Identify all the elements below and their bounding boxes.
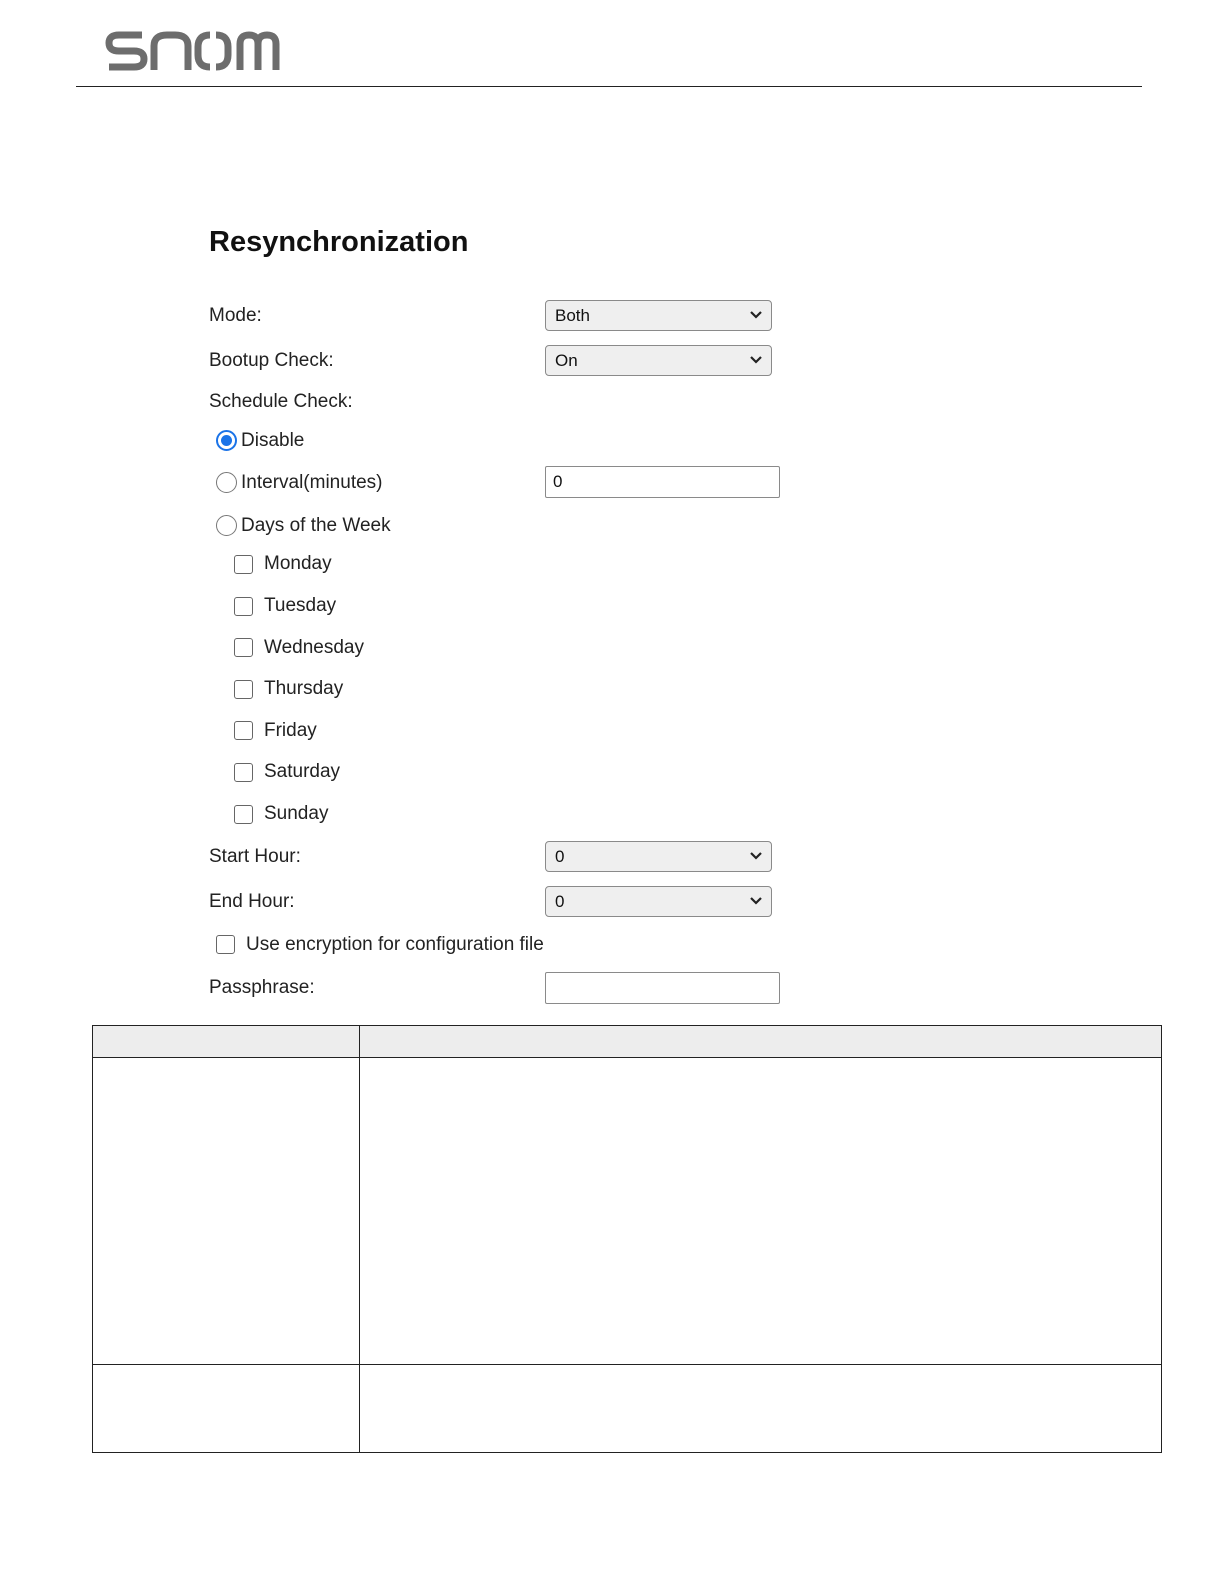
start-hour-select[interactable] [545,841,772,872]
interval-radio-label: Interval(minutes) [241,472,383,493]
table-cell [360,1058,1162,1365]
days-of-week-radio-label: Days of the Week [241,515,391,536]
days-of-week-radio[interactable] [216,515,237,536]
end-hour-label: End Hour: [209,891,295,912]
disable-radio[interactable] [216,430,237,451]
table-cell [93,1058,360,1365]
mode-label: Mode: [209,305,262,326]
description-table [92,1025,1162,1453]
disable-radio-label: Disable [241,430,305,451]
table-header-row [93,1026,1162,1058]
start-hour-label: Start Hour: [209,846,301,867]
mode-select[interactable] [545,300,772,331]
monday-label: Monday [264,553,332,574]
end-hour-select-value: 0 [555,892,565,911]
chevron-down-icon [749,310,763,320]
header-divider [76,86,1142,87]
tuesday-checkbox[interactable] [234,597,253,616]
monday-checkbox[interactable] [234,555,253,574]
wednesday-checkbox[interactable] [234,638,253,657]
chevron-down-icon [749,851,763,861]
thursday-label: Thursday [264,678,344,699]
chevron-down-icon [749,355,763,365]
friday-label: Friday [264,720,317,741]
bootup-check-select-value: On [555,351,578,370]
end-hour-select[interactable] [545,886,772,917]
table-row [93,1365,1162,1453]
mode-select-value: Both [555,306,590,325]
saturday-checkbox[interactable] [234,763,253,782]
friday-checkbox[interactable] [234,721,253,740]
table-cell [93,1365,360,1453]
table-cell [360,1365,1162,1453]
bootup-check-label: Bootup Check: [209,350,334,371]
bootup-check-select[interactable] [545,345,772,376]
interval-radio[interactable] [216,472,237,493]
sunday-label: Sunday [264,803,329,824]
snom-logo [104,26,284,76]
wednesday-label: Wednesday [264,637,364,658]
thursday-checkbox[interactable] [234,680,253,699]
section-title: Resynchronization [209,226,469,258]
chevron-down-icon [749,896,763,906]
start-hour-select-value: 0 [555,847,565,866]
passphrase-input[interactable] [545,972,780,1004]
table-header-cell [360,1026,1162,1058]
table-header-cell [93,1026,360,1058]
encryption-label: Use encryption for configuration file [246,934,544,955]
schedule-check-label: Schedule Check: [209,391,353,412]
saturday-label: Saturday [264,761,341,782]
passphrase-label: Passphrase: [209,977,315,998]
encryption-checkbox[interactable] [216,935,235,954]
table-row [93,1058,1162,1365]
sunday-checkbox[interactable] [234,805,253,824]
interval-input[interactable]: 0 [545,466,780,498]
tuesday-label: Tuesday [264,595,337,616]
